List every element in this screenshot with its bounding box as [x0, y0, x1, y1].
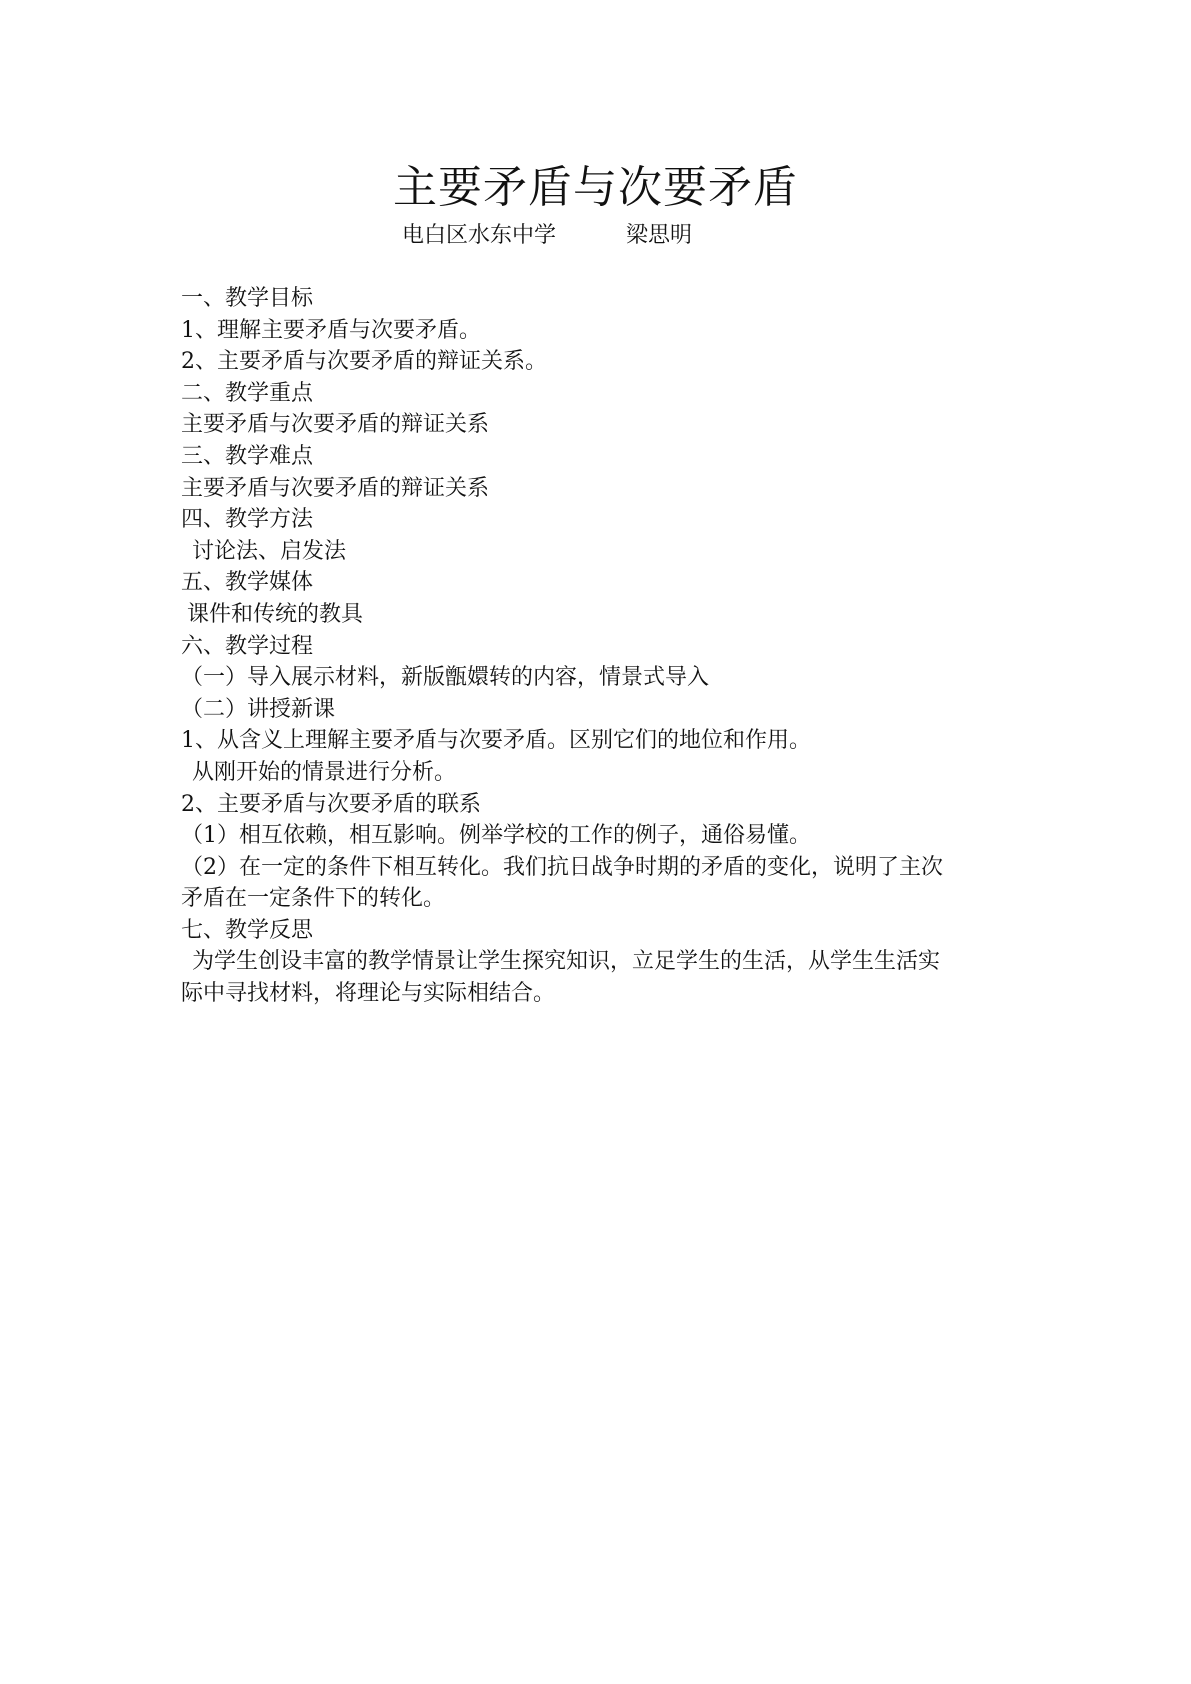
author-line [402, 221, 692, 251]
body-line: 1、从含义上理解主要矛盾与次要矛盾。区别它们的地位和作用。 [181, 728, 811, 754]
body-line: 为学生创设丰富的教学情景让学生探究知识，立足学生的生活，从学生生活实 [192, 949, 941, 975]
body-line: （2）在一定的条件下相互转化。我们抗日战争时期的矛盾的变化，说明了主次 [181, 854, 943, 880]
document-body [181, 283, 1031, 1010]
body-line: 际中寻找材料，将理论与实际相结合。 [181, 981, 556, 1007]
section-heading-key-points: 二、教学重点 [181, 380, 314, 406]
body-line: （一）导入展示材料，新版甑嬛转的内容，情景式导入 [181, 665, 710, 691]
body-line: 课件和传统的教具 [187, 601, 364, 627]
body-line: （1）相互依赖，相互影响。例举学校的工作的例子，通俗易懂。 [181, 823, 811, 849]
section-heading-process: 六、教学过程 [181, 633, 314, 659]
body-line: 主要矛盾与次要矛盾的辩证关系 [181, 412, 490, 438]
section-heading-objectives: 一、教学目标 [181, 286, 314, 311]
school-name: 电白区水东中学 [402, 223, 557, 248]
body-line: 2、主要矛盾与次要矛盾的联系 [181, 791, 481, 817]
document-title: 主要矛盾与次要矛盾 [393, 162, 798, 213]
body-line: （二）讲授新课 [181, 696, 336, 722]
body-line: 主要矛盾与次要矛盾的辩证关系 [181, 475, 490, 501]
body-line: 从刚开始的情景进行分析。 [192, 759, 457, 785]
body-line: 2、主要矛盾与次要矛盾的辩证关系。 [181, 349, 547, 375]
body-line: 1、理解主要矛盾与次要矛盾。 [181, 317, 481, 343]
section-heading-reflection: 七、教学反思 [181, 917, 314, 943]
section-heading-difficulties: 三、教学难点 [181, 443, 314, 469]
section-heading-methods: 四、教学方法 [181, 507, 314, 533]
body-line: 矛盾在一定条件下的转化。 [181, 886, 446, 912]
body-line: 讨论法、启发法 [192, 538, 347, 564]
section-heading-media: 五、教学媒体 [181, 570, 314, 596]
author-name: 梁思明 [626, 223, 693, 248]
